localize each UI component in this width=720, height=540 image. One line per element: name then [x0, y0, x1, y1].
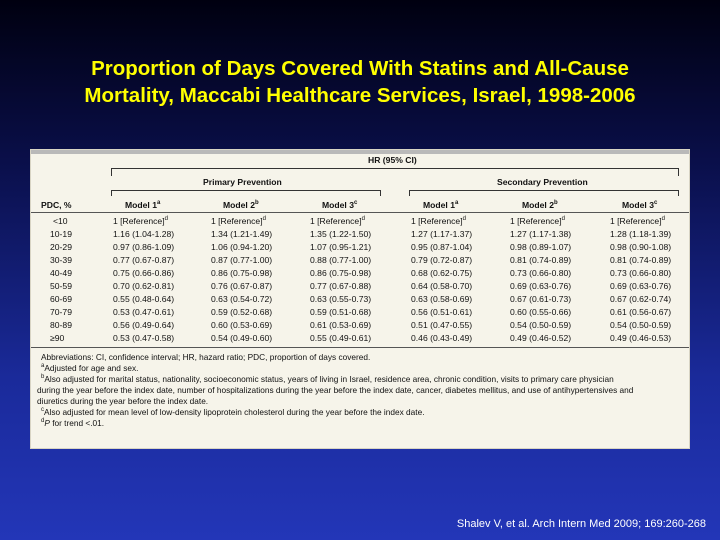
primary-rule-tick-right	[380, 190, 381, 196]
hr-cell	[510, 242, 571, 252]
model-header-5	[522, 200, 558, 210]
pdc-cell: <10	[53, 216, 68, 226]
hr-header: HR (95% CI)	[368, 155, 417, 165]
footnote-abbreviations: Abbreviations: CI, confidence interval; HR, hazard ratio; PDC, proportion of days covered.	[41, 352, 371, 362]
hr-cell	[113, 242, 174, 252]
model-header-sup: b	[255, 200, 259, 206]
hr-cell	[113, 216, 168, 226]
hr-cell	[411, 268, 472, 278]
hr-cell	[310, 281, 371, 291]
footnote-d-p: P	[44, 418, 50, 428]
model-header-label: Model 3	[322, 200, 354, 210]
hr-cell	[310, 229, 371, 239]
hr-value: 0.59 (0.51-0.68)	[310, 307, 372, 317]
hr-value: 0.61 (0.53-0.69)	[310, 320, 372, 330]
reference-sup: d	[262, 216, 266, 222]
model-header-1	[125, 200, 160, 210]
hr-rule-right-tick	[678, 168, 679, 176]
hr-value: 0.56 (0.51-0.61)	[411, 307, 473, 317]
reference-sup: d	[361, 216, 365, 222]
hr-value: 0.55 (0.49-0.61)	[310, 333, 372, 343]
hr-cell	[211, 242, 272, 252]
model-header-sup: c	[354, 200, 358, 206]
hr-cell	[610, 294, 671, 304]
model-header-label: Model 3	[622, 200, 654, 210]
footnote-b-line-1	[41, 374, 614, 384]
hr-value: 1 [Reference]	[113, 216, 165, 226]
hr-value: 0.59 (0.52-0.68)	[211, 307, 273, 317]
primary-rule	[111, 190, 381, 191]
footnote-c-text: Also adjusted for mean level of low-density lipoprotein cholesterol during the year before the index date.	[44, 407, 425, 417]
hr-value: 0.98 (0.89-1.07)	[510, 242, 572, 252]
model-header-4	[423, 200, 458, 210]
hr-cell	[610, 255, 671, 265]
hr-value: 0.63 (0.58-0.69)	[411, 294, 473, 304]
hr-value: 0.63 (0.54-0.72)	[211, 294, 273, 304]
hr-cell	[510, 229, 571, 239]
hr-cell	[310, 268, 371, 278]
hr-cell	[310, 333, 371, 343]
hr-value: 0.69 (0.63-0.76)	[610, 281, 672, 291]
hr-cell	[411, 333, 472, 343]
hr-cell	[411, 242, 472, 252]
hr-cell	[211, 333, 272, 343]
hr-cell	[113, 307, 174, 317]
footnote-d-text: for trend <.01.	[49, 418, 105, 428]
hr-value: 0.49 (0.46-0.52)	[510, 333, 572, 343]
hr-value: 0.51 (0.47-0.55)	[411, 320, 473, 330]
hr-cell	[411, 216, 466, 226]
hr-value: 1.35 (1.22-1.50)	[310, 229, 372, 239]
hr-cell	[113, 294, 174, 304]
hr-value: 0.77 (0.67-0.88)	[310, 281, 372, 291]
pdc-cell: 80-89	[50, 320, 72, 330]
hr-value: 0.56 (0.49-0.64)	[113, 320, 175, 330]
hr-value: 1 [Reference]	[510, 216, 562, 226]
model-header-sup: a	[157, 200, 161, 206]
model-header-sup: a	[455, 200, 459, 206]
pdc-cell: 40-49	[50, 268, 72, 278]
pdc-cell: 50-59	[50, 281, 72, 291]
hr-cell	[211, 294, 272, 304]
hr-value: 0.67 (0.62-0.74)	[610, 294, 672, 304]
results-table-panel	[30, 149, 690, 449]
hr-cell	[113, 320, 174, 330]
hr-value: 1.06 (0.94-1.20)	[211, 242, 273, 252]
hr-rule-left-tick	[111, 168, 112, 176]
hr-cell	[510, 320, 571, 330]
hr-cell	[510, 281, 571, 291]
hr-value: 1 [Reference]	[610, 216, 662, 226]
hr-value: 0.53 (0.47-0.61)	[113, 307, 175, 317]
hr-value: 1 [Reference]	[211, 216, 263, 226]
footnote-b-text-1: Also adjusted for marital status, nationality, socioeconomic status, years of living in Israel, residence area, chronic condition, visits to primary care physician	[44, 374, 614, 384]
secondary-rule	[409, 190, 679, 191]
hr-value: 0.63 (0.55-0.73)	[310, 294, 372, 304]
hr-cell	[211, 281, 272, 291]
hr-value: 0.95 (0.87-1.04)	[411, 242, 473, 252]
hr-value: 1.16 (1.04-1.28)	[113, 229, 175, 239]
hr-cell	[310, 255, 371, 265]
hr-value: 1.07 (0.95-1.21)	[310, 242, 372, 252]
hr-value: 0.81 (0.74-0.89)	[610, 255, 672, 265]
reference-sup: d	[561, 216, 565, 222]
hr-value: 0.87 (0.77-1.00)	[211, 255, 273, 265]
model-header-label: Model 2	[522, 200, 554, 210]
model-header-6	[622, 200, 657, 210]
hr-cell	[411, 307, 472, 317]
pdc-cell: 20-29	[50, 242, 72, 252]
pdc-cell: 30-39	[50, 255, 72, 265]
hr-cell	[510, 216, 565, 226]
hr-value: 0.67 (0.61-0.73)	[510, 294, 572, 304]
header-bottom-rule	[31, 212, 689, 213]
hr-cell	[610, 216, 665, 226]
hr-value: 0.75 (0.66-0.86)	[113, 268, 175, 278]
hr-rule	[111, 168, 679, 169]
model-header-label: Model 1	[125, 200, 157, 210]
hr-cell	[510, 255, 571, 265]
hr-value: 0.86 (0.75-0.98)	[211, 268, 273, 278]
hr-cell	[310, 242, 371, 252]
hr-cell	[610, 229, 671, 239]
hr-value: 0.54 (0.50-0.59)	[610, 320, 672, 330]
table-header-bar	[31, 150, 689, 154]
hr-value: 0.54 (0.49-0.60)	[211, 333, 273, 343]
pdc-cell: 10-19	[50, 229, 72, 239]
hr-value: 1.34 (1.21-1.49)	[211, 229, 273, 239]
citation: Shalev V, et al. Arch Intern Med 2009; 169:260-268	[456, 518, 706, 530]
hr-cell	[310, 320, 371, 330]
hr-cell	[310, 307, 371, 317]
pdc-cell: 60-69	[50, 294, 72, 304]
footnote-c	[41, 407, 425, 417]
hr-value: 0.88 (0.77-1.00)	[310, 255, 372, 265]
hr-cell	[211, 268, 272, 278]
hr-value: 0.53 (0.47-0.58)	[113, 333, 175, 343]
model-header-label: Model 2	[223, 200, 255, 210]
hr-value: 0.64 (0.58-0.70)	[411, 281, 473, 291]
hr-cell	[411, 294, 472, 304]
hr-cell	[610, 320, 671, 330]
hr-value: 1.27 (1.17-1.37)	[411, 229, 473, 239]
hr-cell	[510, 333, 571, 343]
primary-rule-tick-left	[111, 190, 112, 196]
footnote-d-marker: d	[41, 418, 45, 424]
pdc-column-header: PDC, %	[41, 200, 72, 210]
hr-cell	[113, 333, 174, 343]
hr-cell	[411, 255, 472, 265]
hr-cell	[211, 255, 272, 265]
hr-value: 1 [Reference]	[411, 216, 463, 226]
hr-value: 1.28 (1.18-1.39)	[610, 229, 672, 239]
hr-value: 0.73 (0.66-0.80)	[510, 268, 572, 278]
footnote-b-line-2: during the year before the index date, number of hospitalizations during the year before the index date, cancer, diabetes mellitus, and use of antihypertensives and	[37, 385, 634, 395]
hr-cell	[411, 229, 472, 239]
hr-value: 0.81 (0.74-0.89)	[510, 255, 572, 265]
hr-value: 0.46 (0.43-0.49)	[411, 333, 473, 343]
hr-cell	[310, 294, 371, 304]
footnote-b-line-3: diuretics during the year before the index date.	[37, 396, 209, 406]
hr-value: 0.76 (0.67-0.87)	[211, 281, 273, 291]
secondary-prevention-header: Secondary Prevention	[497, 177, 588, 187]
hr-cell	[610, 333, 671, 343]
hr-cell	[211, 229, 272, 239]
hr-cell	[310, 216, 365, 226]
hr-cell	[211, 307, 272, 317]
slide-title	[0, 55, 720, 109]
hr-cell	[510, 294, 571, 304]
model-header-sup: b	[554, 200, 558, 206]
hr-value: 0.77 (0.67-0.87)	[113, 255, 175, 265]
model-header-2	[223, 200, 259, 210]
hr-value: 0.60 (0.55-0.66)	[510, 307, 572, 317]
hr-cell	[411, 320, 472, 330]
model-header-sup: c	[654, 200, 658, 206]
hr-cell	[113, 229, 174, 239]
hr-value: 0.55 (0.48-0.64)	[113, 294, 175, 304]
model-header-3	[322, 200, 357, 210]
title-line-1: Proportion of Days Covered With Statins and All-Cause	[91, 57, 629, 80]
hr-cell	[610, 307, 671, 317]
primary-prevention-header: Primary Prevention	[203, 177, 282, 187]
hr-value: 1.27 (1.17-1.38)	[510, 229, 572, 239]
secondary-rule-tick-left	[409, 190, 410, 196]
hr-cell	[610, 281, 671, 291]
reference-sup: d	[164, 216, 168, 222]
pdc-cell: ≥90	[50, 333, 65, 343]
hr-cell	[610, 242, 671, 252]
hr-cell	[113, 268, 174, 278]
hr-value: 0.49 (0.46-0.53)	[610, 333, 672, 343]
hr-value: 0.73 (0.66-0.80)	[610, 268, 672, 278]
table-bottom-rule	[31, 347, 689, 348]
footnote-a	[41, 363, 138, 373]
hr-value: 0.54 (0.50-0.59)	[510, 320, 572, 330]
hr-value: 0.86 (0.75-0.98)	[310, 268, 372, 278]
footnote-a-marker: a	[41, 363, 45, 369]
hr-value: 0.97 (0.86-1.09)	[113, 242, 175, 252]
hr-value: 0.98 (0.90-1.08)	[610, 242, 672, 252]
hr-cell	[113, 255, 174, 265]
hr-cell	[411, 281, 472, 291]
footnote-b-marker: b	[41, 374, 45, 380]
reference-sup: d	[462, 216, 466, 222]
secondary-rule-tick-right	[678, 190, 679, 196]
pdc-cell: 70-79	[50, 307, 72, 317]
footnote-a-text: Adjusted for age and sex.	[44, 363, 139, 373]
footnote-d	[41, 418, 104, 428]
title-line-2: Mortality, Maccabi Healthcare Services, Israel, 1998-2006	[84, 84, 636, 107]
reference-sup: d	[661, 216, 665, 222]
hr-cell	[211, 216, 266, 226]
hr-cell	[211, 320, 272, 330]
hr-value: 0.60 (0.53-0.69)	[211, 320, 273, 330]
hr-cell	[510, 307, 571, 317]
hr-value: 0.70 (0.62-0.81)	[113, 281, 175, 291]
hr-cell	[510, 268, 571, 278]
hr-cell	[113, 281, 174, 291]
hr-value: 0.61 (0.56-0.67)	[610, 307, 672, 317]
hr-value: 0.79 (0.72-0.87)	[411, 255, 473, 265]
hr-cell	[610, 268, 671, 278]
hr-value: 1 [Reference]	[310, 216, 362, 226]
hr-value: 0.68 (0.62-0.75)	[411, 268, 473, 278]
model-header-label: Model 1	[423, 200, 455, 210]
footnote-c-marker: c	[41, 407, 44, 413]
hr-value: 0.69 (0.63-0.76)	[510, 281, 572, 291]
